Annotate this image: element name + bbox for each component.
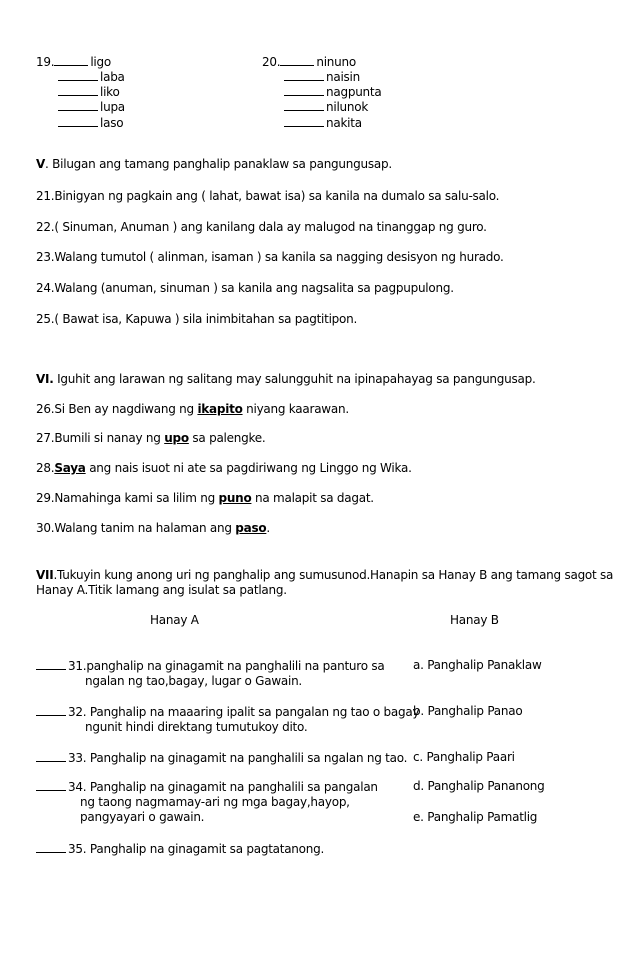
- item-29-text-end: na malapit sa dagat.: [251, 491, 374, 505]
- answer-blank[interactable]: [284, 84, 324, 96]
- answer-blank[interactable]: [58, 84, 98, 96]
- item-30-underlined-word: paso: [235, 521, 267, 535]
- item-28-underlined-word: Saya: [54, 461, 86, 475]
- item-32: [36, 704, 419, 720]
- item-27: [36, 431, 265, 446]
- item-32-line-2: ngunit hindi direktang tumutukoy dito.: [85, 720, 308, 734]
- item-20-row: [284, 84, 381, 100]
- answer-blank[interactable]: [54, 54, 88, 66]
- item-33: [36, 750, 407, 766]
- choice-e: e. Panghalip Pamatlig: [413, 810, 538, 824]
- item-19-row: [58, 99, 125, 115]
- item-19-word: laso: [100, 116, 124, 130]
- item-26-text: 26.Si Ben ay nagdiwang ng: [36, 402, 198, 416]
- item-29-text: 29.Namahinga kami sa lilim ng: [36, 491, 219, 505]
- answer-blank[interactable]: [284, 115, 324, 127]
- item-20-word: ninuno: [316, 55, 356, 69]
- section-7-instruction-line-2: Hanay A.Titik lamang ang isulat sa patlang.: [36, 583, 287, 597]
- item-20-word: naisin: [326, 70, 360, 84]
- answer-blank[interactable]: [284, 69, 324, 81]
- item-34-text: Panghalip na ginagamit na panghalili sa pangalan: [89, 780, 378, 794]
- item-20-word: nakita: [326, 116, 362, 130]
- item-30: [36, 521, 270, 536]
- item-19-row: [58, 84, 120, 100]
- item-22: 22.( Sinuman, Anuman ) ang kanilang dala ay malugod na tinanggap ng guro.: [36, 220, 487, 234]
- item-20-number: 20.: [262, 55, 281, 69]
- section-6-instruction-text: Iguhit ang larawan ng salitang may salungguhit na ipinapahayag sa pangungusap.: [53, 372, 536, 386]
- answer-blank[interactable]: [36, 658, 66, 670]
- answer-blank[interactable]: [284, 99, 324, 111]
- item-27-text-end: sa palengke.: [188, 431, 266, 445]
- item-20: [262, 54, 356, 70]
- choice-b: b. Panghalip Panao: [413, 704, 523, 718]
- item-19-word: ligo: [90, 55, 111, 69]
- item-19-row: [58, 115, 123, 131]
- item-26-underlined-word: ikapito: [197, 402, 243, 416]
- item-27-text: 27.Bumili si nanay ng: [36, 431, 165, 445]
- item-33-text: Panghalip na ginagamit na panghalili sa ngalan ng tao.: [89, 751, 408, 765]
- item-19-word: laba: [100, 70, 125, 84]
- item-20-row: [284, 69, 360, 85]
- item-28-text-end: ang nais isuot ni ate sa pagdiriwang ng Linggo ng Wika.: [85, 461, 412, 475]
- section-6-numeral: VI.: [36, 372, 54, 386]
- item-27-underlined-word: upo: [164, 431, 189, 445]
- item-28: [36, 461, 412, 476]
- choice-c: c. Panghalip Paari: [413, 750, 515, 764]
- item-34-line-3: pangyayari o gawain.: [80, 810, 205, 824]
- item-26: [36, 402, 349, 417]
- item-30-text-end: .: [266, 521, 270, 535]
- item-33-number: 33.: [68, 751, 90, 765]
- choice-d: d. Panghalip Pananong: [413, 779, 545, 793]
- item-19-number: 19.: [36, 55, 55, 69]
- item-34-line-2: ng taong nagmamay-ari ng mga bagay,hayop,: [80, 795, 350, 809]
- section-5-instruction-text: . Bilugan ang tamang panghalip panaklaw sa pangungusap.: [45, 157, 392, 171]
- item-31: [36, 658, 384, 674]
- answer-blank[interactable]: [36, 779, 66, 791]
- item-28-text: 28.: [36, 461, 55, 475]
- item-19: [36, 54, 111, 70]
- item-19-row: [58, 69, 125, 85]
- answer-blank[interactable]: [58, 99, 98, 111]
- answer-blank[interactable]: [36, 704, 66, 716]
- answer-blank[interactable]: [58, 69, 98, 81]
- answer-blank[interactable]: [36, 750, 66, 762]
- item-20-word: nagpunta: [326, 85, 382, 99]
- answer-blank[interactable]: [36, 841, 66, 853]
- item-25: 25.( Bawat isa, Kapuwa ) sila inimbitahan sa pagtitipon.: [36, 312, 358, 326]
- item-21: 21.Binigyan ng pagkain ang ( lahat, bawat isa) sa kanila na dumalo sa salu-salo.: [36, 189, 500, 203]
- item-35: [36, 841, 324, 857]
- item-31-text: panghalip na ginagamit na panghalili na panturo sa: [86, 659, 385, 673]
- item-26-text-end: niyang kaarawan.: [242, 402, 349, 416]
- item-20-row: [284, 115, 362, 131]
- item-32-text: Panghalip na maaaring ipalit sa pangalan ng tao o bagay: [89, 705, 420, 719]
- item-20-word: nilunok: [326, 100, 369, 114]
- item-34-number: 34.: [68, 780, 90, 794]
- answer-blank[interactable]: [58, 115, 98, 127]
- item-31-line-2: ngalan ng tao,bagay, lugar o Gawain.: [85, 674, 302, 688]
- hanay-a-header: Hanay A: [150, 613, 199, 627]
- item-31-number: 31.: [68, 659, 87, 673]
- section-6-instruction: [36, 372, 536, 387]
- hanay-b-header: Hanay B: [450, 613, 499, 627]
- section-5-numeral: V: [36, 157, 46, 171]
- item-34: [36, 779, 378, 795]
- section-5-instruction: [36, 157, 392, 172]
- item-30-text: 30.Walang tanim na halaman ang: [36, 521, 236, 535]
- item-29-underlined-word: puno: [218, 491, 252, 505]
- answer-blank[interactable]: [280, 54, 314, 66]
- item-19-word: liko: [100, 85, 120, 99]
- item-35-text: Panghalip na ginagamit sa pagtatanong.: [89, 842, 325, 856]
- section-7-instruction-text: .Tukuyin kung anong uri ng panghalip ang sumusunod.Hanapin sa Hanay B ang tamang sagot sa: [53, 568, 614, 582]
- item-24: 24.Walang (anuman, sinuman ) sa kanila ang nagsalita sa pagpupulong.: [36, 281, 454, 295]
- section-7-numeral: VII: [36, 568, 54, 582]
- section-7-instruction: [36, 568, 613, 583]
- item-35-number: 35.: [68, 842, 90, 856]
- item-23: 23.Walang tumutol ( alinman, isaman ) sa kanila sa nagging desisyon ng hurado.: [36, 250, 504, 264]
- item-29: [36, 491, 374, 506]
- choice-a: a. Panghalip Panaklaw: [413, 658, 542, 672]
- item-20-row: [284, 99, 368, 115]
- item-32-number: 32.: [68, 705, 90, 719]
- item-19-word: lupa: [100, 100, 125, 114]
